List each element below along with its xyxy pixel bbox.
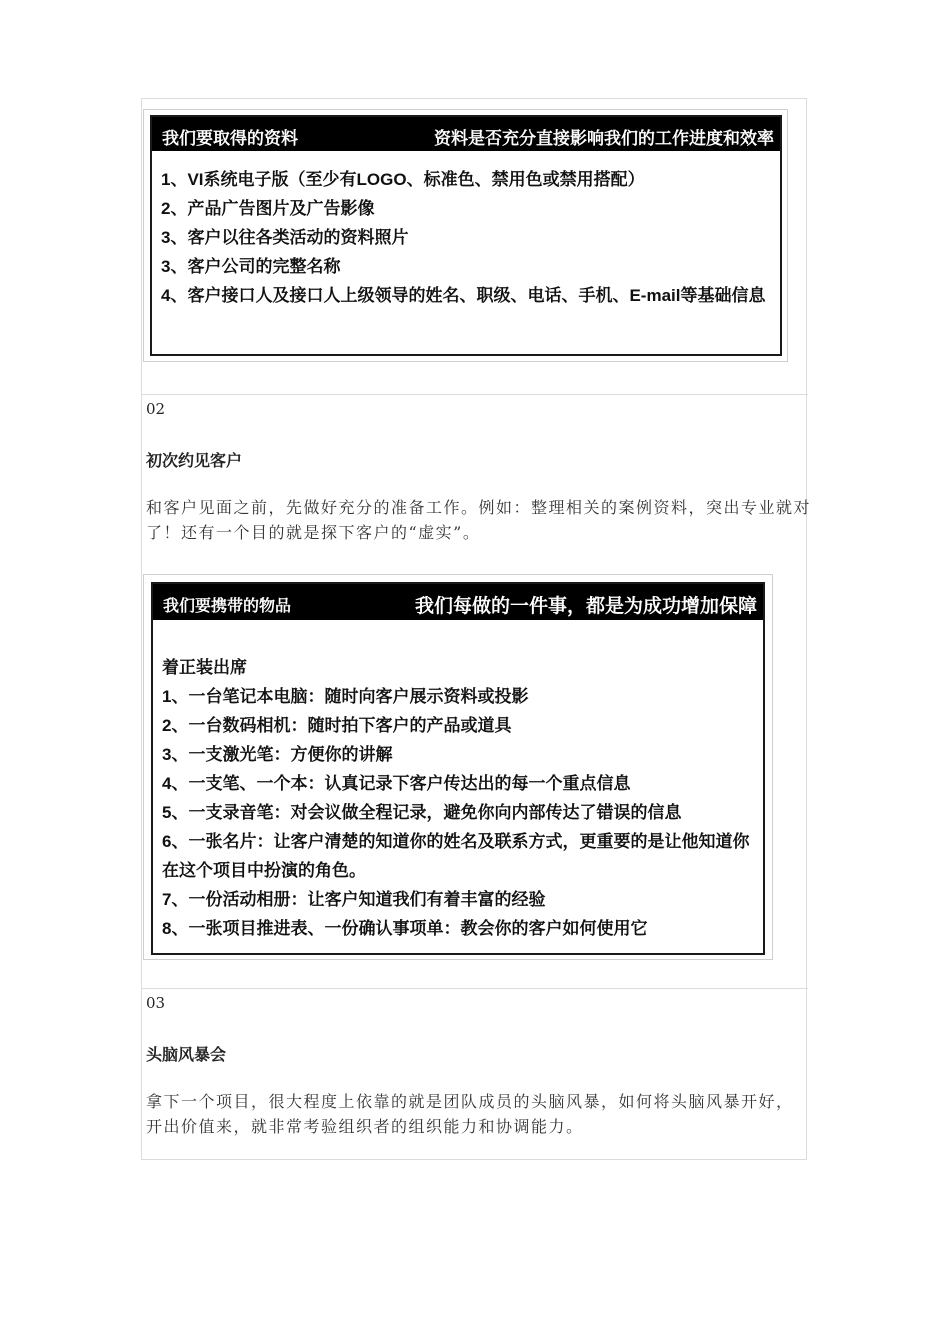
- list-item: 3、客户公司的完整名称: [161, 257, 341, 276]
- items-card-header: [153, 584, 763, 620]
- figure-materials: [143, 109, 788, 362]
- section-number: 03: [146, 994, 166, 1012]
- section-title: 头脑风暴会: [146, 1045, 227, 1064]
- items-list: [162, 653, 755, 943]
- materials-header-left: 我们要取得的资料: [162, 129, 298, 149]
- divider: [142, 394, 808, 395]
- divider: [142, 988, 808, 989]
- section-title: 初次约见客户: [146, 451, 243, 470]
- list-item: 1、VI系统电子版（至少有LOGO、标准色、禁用色或禁用搭配）: [161, 170, 645, 189]
- section-number: 02: [146, 400, 166, 418]
- list-item: 3、客户以往各类活动的资料照片: [161, 228, 409, 247]
- list-item: 4、一支笔、一个本：认真记录下客户传达出的每一个重点信息: [162, 774, 631, 793]
- list-item: 4、客户接口人及接口人上级领导的姓名、职级、电话、手机、E-mail等基础信息: [161, 286, 766, 305]
- section-paragraph: 和客户见面之前，先做好充分的准备工作。例如：整理相关的案例资料，突出专业就对了！还有一个目的就是探下客户的“虚实”。: [146, 498, 812, 542]
- materials-list: [161, 165, 772, 310]
- materials-header-right: 资料是否充分直接影响我们的工作进度和效率: [434, 129, 774, 149]
- materials-card: [150, 115, 782, 356]
- items-header-right: 我们每做的一件事，都是为成功增加保障: [414, 595, 757, 617]
- list-item: 5、一支录音笔：对会议做全程记录，避免你向内部传达了错误的信息: [162, 803, 682, 822]
- materials-card-header: [152, 117, 780, 151]
- section-paragraph: 拿下一个项目，很大程度上依靠的就是团队成员的头脑风暴，如何将头脑风暴开好，开出价值来，就非常考验组织者的组织能力和协调能力。: [146, 1092, 794, 1136]
- list-item: 2、一台数码相机：随时拍下客户的产品或道具: [162, 716, 512, 735]
- list-item: 6、一张名片：让客户清楚的知道你的姓名及联系方式，更重要的是让他知道你在这个项目中扮演的角色。: [162, 832, 750, 880]
- list-item: 7、一份活动相册：让客户知道我们有着丰富的经验: [162, 890, 546, 909]
- list-item: 3、一支激光笔：方便你的讲解: [162, 745, 393, 764]
- list-item: 1、一台笔记本电脑：随时向客户展示资料或投影: [162, 687, 529, 706]
- list-intro: 着正装出席: [162, 658, 247, 677]
- list-item: 2、产品广告图片及广告影像: [161, 199, 375, 218]
- list-item: 8、一张项目推进表、一份确认事项单：教会你的客户如何使用它: [162, 919, 648, 938]
- figure-items: [143, 574, 773, 960]
- items-header-left: 我们要携带的物品: [163, 596, 292, 615]
- items-card: [151, 582, 765, 955]
